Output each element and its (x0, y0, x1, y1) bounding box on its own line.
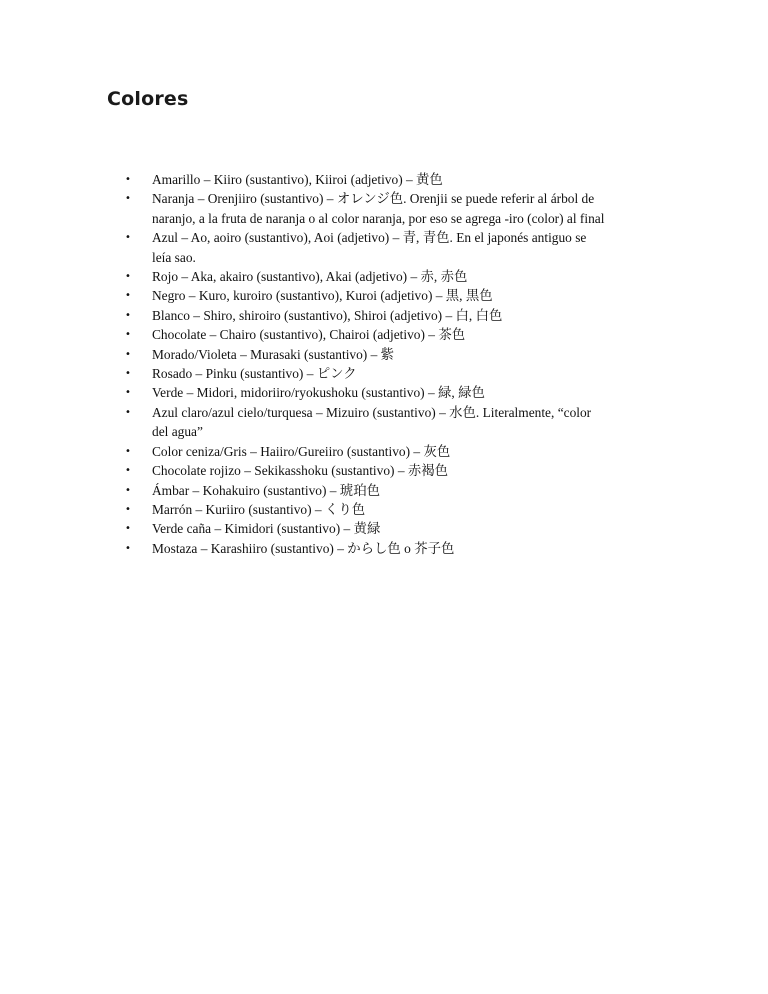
bullet-icon: • (125, 271, 131, 283)
bullet-icon: • (125, 503, 131, 515)
list-item-line: Marrón – Kuriiro (sustantivo) – くり色 (152, 501, 366, 517)
list-item-line: Rosado – Pinku (sustantivo) – ピンク (152, 366, 357, 382)
list-item-line: Ámbar – Kohakuiro (sustantivo) – 琥珀色 (152, 482, 380, 498)
list-item (125, 267, 672, 286)
list-item-line: Color ceniza/Gris – Haiiro/Gureiiro (sustantivo) – 灰色 (152, 443, 451, 459)
list-item-line: Amarillo – Kiiro (sustantivo), Kiiroi (adjetivo) – 黄色 (152, 172, 443, 187)
list-item-line: Negro – Kuro, kuroiro (sustantivo), Kuroi (adjetivo) – 黒, 黒色 (152, 288, 493, 304)
list-item-line: leía sao. (152, 249, 196, 265)
list-item (125, 442, 672, 461)
list-item-line: Verde caña – Kimidori (sustantivo) – 黄緑 (152, 521, 381, 537)
list-item-line: Verde – Midori, midoriiro/ryokushoku (sustantivo) – 緑, 緑色 (152, 385, 485, 401)
list-item-line: del agua” (152, 424, 203, 440)
bullet-icon: • (125, 484, 131, 496)
bullet-icon: • (125, 309, 131, 321)
list-item-line: Chocolate rojizo – Sekikasshoku (sustantivo) – 赤褐色 (152, 463, 449, 479)
bullet-icon: • (125, 542, 131, 554)
list-item (125, 286, 672, 305)
list-item (125, 364, 672, 383)
list-item-line: Chocolate – Chairo (sustantivo), Chairoi (adjetivo) – 茶色 (152, 327, 466, 343)
list-item (125, 500, 672, 519)
list-item (125, 519, 672, 538)
list-item-line: Morado/Violeta – Murasaki (sustantivo) – 紫 (152, 346, 395, 362)
list-item (125, 461, 672, 480)
bullet-icon: • (125, 290, 131, 302)
bullet-icon: • (125, 387, 131, 399)
list-item-line: Rojo – Aka, akairo (sustantivo), Akai (adjetivo) – 赤, 赤色 (152, 269, 468, 285)
bullet-icon: • (125, 329, 131, 341)
color-list (125, 170, 672, 558)
list-item (125, 189, 672, 228)
list-item (125, 383, 672, 402)
list-item-line: Mostaza – Karashiiro (sustantivo) – からし色 o 芥子色 (152, 540, 455, 556)
bullet-icon: • (125, 174, 131, 185)
bullet-icon: • (125, 368, 131, 380)
list-item (125, 403, 672, 442)
bullet-icon: • (125, 465, 131, 477)
list-item (125, 345, 672, 364)
list-item-line: Azul claro/azul cielo/turquesa – Mizuiro (sustantivo) – 水色. Literalmente, “color (152, 404, 592, 420)
bullet-icon: • (125, 193, 131, 205)
bullet-icon: • (125, 445, 131, 457)
bullet-icon: • (125, 523, 131, 535)
list-item (125, 481, 672, 500)
list-item-line: Blanco – Shiro, shiroiro (sustantivo), Shiroi (adjetivo) – 白, 白色 (152, 307, 503, 323)
list-item-line: Naranja – Orenjiiro (sustantivo) – オレンジ色. Orenjii se puede referir al árbol de (152, 191, 595, 207)
list-item-line: Azul – Ao, aoiro (sustantivo), Aoi (adjetivo) – 青, 青色. En el japonés antiguo se (152, 230, 587, 246)
bullet-icon: • (125, 348, 131, 360)
list-item (125, 306, 672, 325)
list-item (125, 325, 672, 344)
bullet-icon: • (125, 406, 131, 418)
bullet-icon: • (125, 232, 131, 244)
list-item (125, 539, 672, 558)
page-title: Colores (107, 88, 189, 110)
list-item (125, 228, 672, 267)
list-item-line: naranjo, a la fruta de naranja o al color naranja, por eso se agrega -iro (color) al final (152, 210, 605, 226)
list-item (125, 170, 672, 189)
